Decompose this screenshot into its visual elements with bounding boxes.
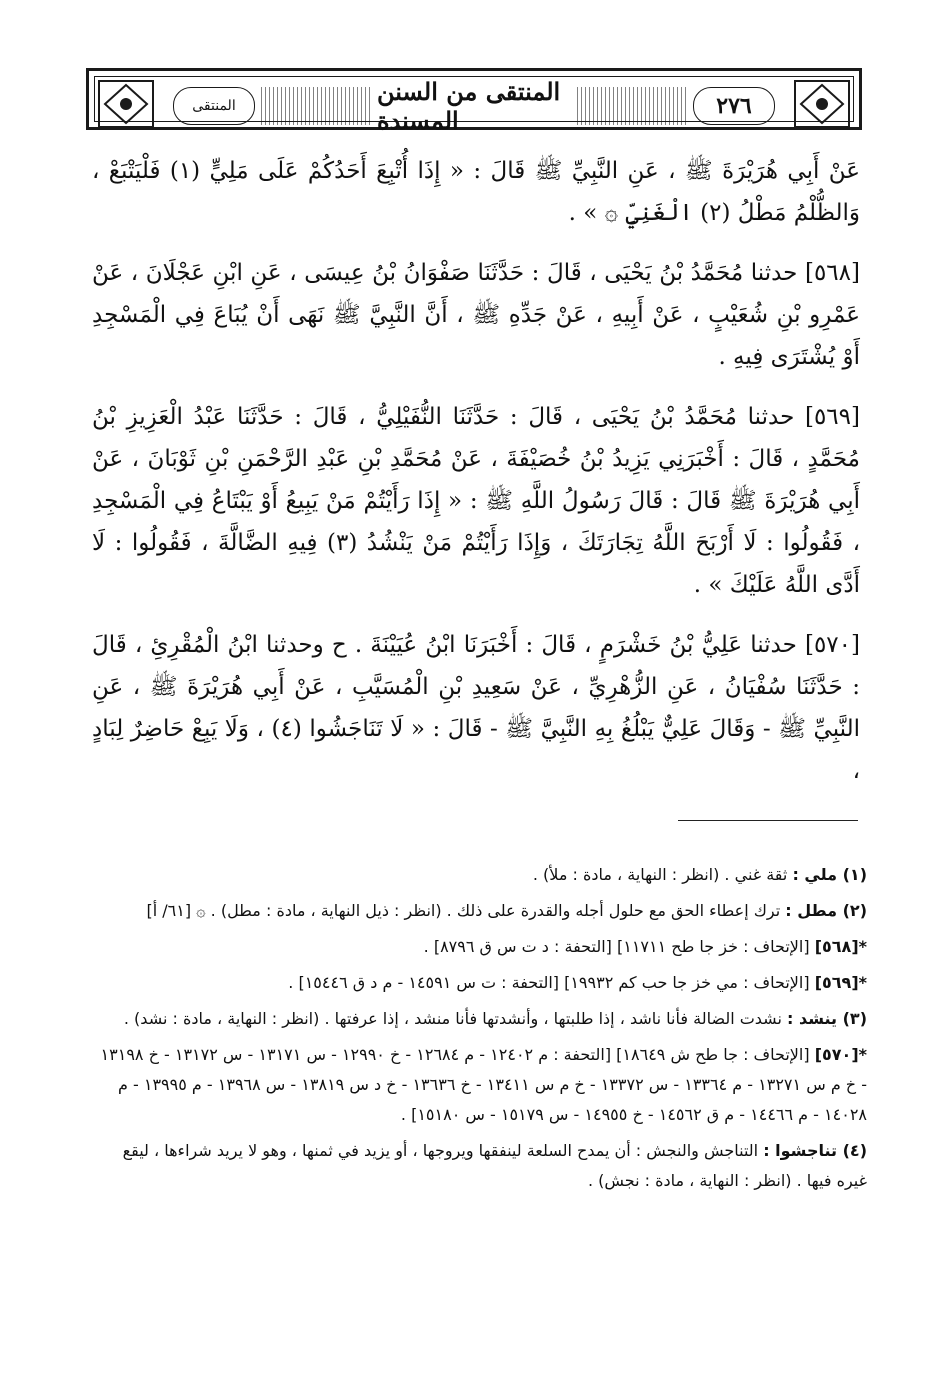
footnote-2 [92,896,867,926]
reference-568 [92,932,867,962]
footnote-divider [678,820,858,821]
page-number: ٢٧٦ [693,87,775,125]
footnote-4 [92,1136,867,1196]
page-title: المنتقى من السنن المسندة [377,77,561,135]
footnote-text: [الإتحاف : مي خز جا حب كم ١٩٩٣٢] [التحفة : ت س ١٤٥٩١ - م د ق ١٥٤٤٦] . [288,973,810,992]
footnote-text: نشدت الضالة فأنا ناشد ، إذا طلبتها ، وأنشدتها فأنا منشد ، إذا عرفتها . (انظر : النهاية ، مادة : نشد) . [123,1009,782,1028]
footnote-label: *[٥٦٨] [814,937,867,956]
emblem: المنتقى [173,87,255,125]
footnote-text: [الإتحاف : جا طح ش ١٨٦٤٩] [التحفة : م ١٢٤٠٢ - م ١٢٦٨٤ - خ ١٢٩٩٠ - س ١٣١٧١ - س ١٣١٧٢ - خ ١٣١٩٨ - خ م س ١٣٢٧١ - م ١٣٣٦٤ - س ١٣٣٧٢ - خ م س ١٣٤١١ - خ ١٣٦٣٦ - خ د س ١٣٨١٩ - س ١٣٩٦٨ - م ١٣٩٩٥ - م ١٤٠٢٨ - م ١٤٤٦٦ - م ق ١٤٥٦٢ - خ ١٤٩٥٥ - س ١٥١٧٩ - س ١٥١٨٠] . [100,1045,867,1124]
footnote-label: *[٥٧٠] [814,1045,867,1064]
footnote-text: ثقة غني . (انظر : النهاية ، مادة : ملأ) . [532,865,788,884]
hadith-570: [٥٧٠] حدثنا عَلِيُّ بْنُ خَشْرَمٍ ، قَالَ : أَخْبَرَنَا ابْنُ عُيَيْنَةَ . ح وحدثنا ابْنُ الْمُقْرِئِ ، قَالَ : حَدَّثَنَا سُفْيَانُ ، عَنِ الزُّهْرِيِّ ، عَنْ سَعِيدِ بْنِ الْمُسَيَّبِ ، عَنْ أَبِي هُرَيْرَةَ ﷺ ، عَنِ النَّبِيِّ ﷺ - وَقَالَ عَلِيٌّ يَبْلُغُ بِهِ النَّبِيَّ ﷺ - قَالَ : « لَا تَنَاجَشُوا (٤) ، وَلَا يَبِعْ حَاضِرٌ لِبَادٍ ، [92,632,860,784]
ornament-left-icon [97,79,155,129]
header-border [94,76,854,135]
footnote-1 [92,860,867,890]
reference-569 [92,968,867,998]
hadith-569: [٥٦٩] حدثنا مُحَمَّدُ بْنُ يَحْيَى ، قَالَ : حَدَّثَنَا النُّفَيْلِيُّ ، قَالَ : حَدَّثَنَا عَبْدُ الْعَزِيزِ بْنُ مُحَمَّدٍ ، قَالَ : أَخْبَرَنِي يَزِيدُ بْنُ خُصَيْفَةَ ، عَنْ مُحَمَّدِ بْنِ عَبْدِ الرَّحْمَنِ بْنِ ثَوْبَانَ ، عَنْ أَبِي هُرَيْرَةَ ﷺ قَالَ : قَالَ رَسُولُ اللَّهِ ﷺ : « إِذَا رَأَيْتُمْ مَنْ يَبِيعُ أَوْ يَبْتَاعُ فِي الْمَسْجِدِ ، فَقُولُوا : لَا أَرْبَحَ اللَّهُ تِجَارَتَكَ ، وَإِذَا رَأَيْتُمْ مَنْ يَنْشُدُ (٣) فِيهِ الضَّالَّةَ ، فَقُولُوا : لَا أَدَّى اللَّهُ عَلَيْكَ » . [92,404,860,598]
ornament-right-icon [793,79,851,129]
footnote-3 [92,1004,867,1034]
header-hatching-left [261,87,371,125]
hadith-568: [٥٦٨] حدثنا مُحَمَّدُ بْنُ يَحْيَى ، قَالَ : حَدَّثَنَا صَفْوَانُ بْنُ عِيسَى ، عَنِ ابْنِ عَجْلَانَ ، عَنْ عَمْرِو بْنِ شُعَيْبٍ ، عَنْ أَبِيهِ ، عَنْ جَدِّهِ ﷺ ، أَنَّ النَّبِيَّ ﷺ نَهَى أَنْ يُبَاعَ فِي الْمَسْجِدِ أَوْ يُشْتَرَى فِيهِ . [92,260,860,370]
footnote-label: (٢) مطل : [785,901,867,920]
footnotes [92,860,867,1202]
paragraph-continuation: عَنْ أَبِي هُرَيْرَةَ ﷺ ، عَنِ النَّبِيِّ ﷺ قَالَ : « إِذَا أُتْبِعَ أَحَدُكُمْ عَلَى مَلِيٍّ (١) فَلْيَتْبَعْ ، وَالظُّلْمُ مَطْلُ (٢) الْغَنِيِّ ۞ » . [92,158,860,226]
footnote-text: [الإتحاف : خز جا طح ١١٧١١] [التحفة : د ت س ق ٨٧٩٦] . [423,937,810,956]
page-header [86,68,862,135]
reference-570 [92,1040,867,1130]
main-text [92,150,860,810]
header-hatching-right [577,87,687,125]
footnote-label: (٤) تناجشوا : [763,1141,867,1160]
footnote-label: *[٥٦٩] [814,973,867,992]
footnote-label: (١) ملي : [792,865,867,884]
footnote-label: (٣) ينشد : [787,1009,867,1028]
footnote-text: ترك إعطاء الحق مع حلول أجله والقدرة على ذلك . (انظر : ذيل النهاية ، مادة : مطل) . ۞ [٦١/ أ] [146,901,781,920]
footnote-text: التناجش والنجش : أن يمدح السلعة لينفقها ويروجها ، أو يزيد في ثمنها ، وهو لا يريد شراءها ، ليقع غيره فيها . (انظر : النهاية ، مادة : نجش) . [122,1141,867,1190]
